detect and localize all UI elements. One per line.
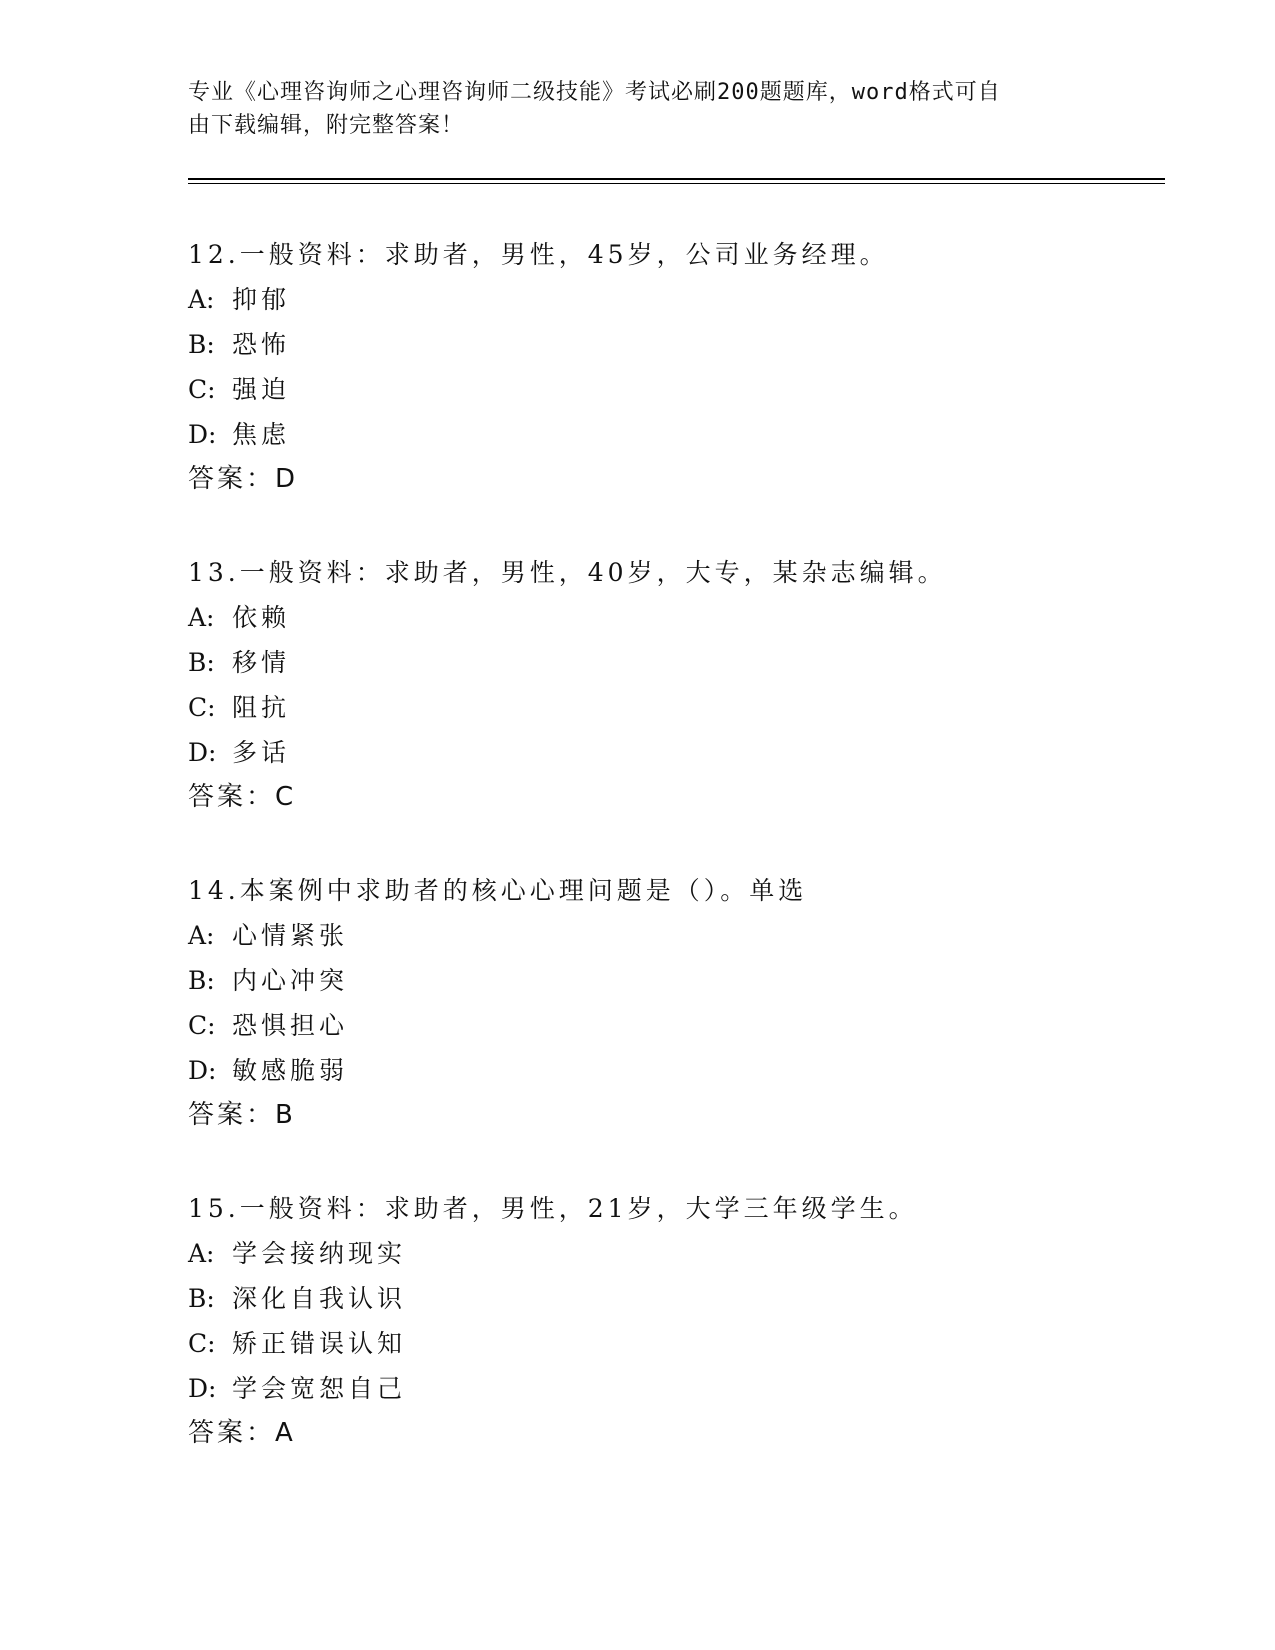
option-a bbox=[188, 1231, 1168, 1276]
option-letter: A: bbox=[188, 603, 215, 632]
option-text: 焦虑 bbox=[232, 420, 291, 449]
option-letter: D: bbox=[188, 738, 217, 767]
option-a bbox=[188, 277, 1168, 322]
option-letter: C: bbox=[188, 693, 216, 722]
option-b bbox=[188, 322, 1168, 367]
option-text: 学会接纳现实 bbox=[232, 1239, 407, 1268]
answer: 答案：C bbox=[188, 782, 297, 812]
option-d bbox=[188, 1048, 1168, 1093]
option-text: 心情紧张 bbox=[232, 921, 349, 950]
option-letter: D: bbox=[188, 1374, 217, 1403]
option-letter: A: bbox=[188, 1239, 215, 1268]
header-line-2: 由下载编辑，附完整答案！ bbox=[188, 113, 465, 138]
option-letter: A: bbox=[188, 285, 215, 314]
option-letter: B: bbox=[188, 330, 215, 359]
question-stem: 12.一般资料：求助者，男性，45岁，公司业务经理。 bbox=[188, 240, 889, 269]
option-letter: C: bbox=[188, 375, 216, 404]
option-a bbox=[188, 595, 1168, 640]
question-14 bbox=[188, 868, 1168, 1138]
option-text: 深化自我认识 bbox=[232, 1284, 407, 1313]
option-text: 恐怖 bbox=[232, 330, 291, 359]
option-text: 阻抗 bbox=[232, 693, 291, 722]
option-b bbox=[188, 1276, 1168, 1321]
option-text: 学会宽恕自己 bbox=[232, 1374, 407, 1403]
option-c bbox=[188, 1321, 1168, 1366]
option-c bbox=[188, 367, 1168, 412]
option-text: 内心冲突 bbox=[232, 966, 349, 995]
option-d bbox=[188, 1366, 1168, 1411]
question-15 bbox=[188, 1186, 1168, 1456]
option-text: 依赖 bbox=[232, 603, 291, 632]
question-12 bbox=[188, 232, 1168, 502]
answer: 答案：A bbox=[188, 1418, 296, 1448]
option-letter: D: bbox=[188, 420, 217, 449]
header-line-1: 专业《心理咨询师之心理咨询师二级技能》考试必刷200题题库，word格式可自 bbox=[188, 80, 1001, 105]
option-c bbox=[188, 1003, 1168, 1048]
option-text: 矫正错误认知 bbox=[232, 1329, 407, 1358]
option-text: 抑郁 bbox=[232, 285, 291, 314]
option-letter: B: bbox=[188, 966, 215, 995]
question-stem: 13.一般资料：求助者，男性，40岁，大专，某杂志编辑。 bbox=[188, 558, 947, 587]
option-letter: A: bbox=[188, 921, 215, 950]
option-d bbox=[188, 412, 1168, 457]
option-a bbox=[188, 913, 1168, 958]
option-d bbox=[188, 730, 1168, 775]
option-letter: D: bbox=[188, 1056, 217, 1085]
option-b bbox=[188, 958, 1168, 1003]
header-divider-thick bbox=[188, 178, 1165, 180]
answer: 答案：B bbox=[188, 1100, 296, 1130]
header-divider-thin bbox=[188, 183, 1165, 184]
question-stem: 15.一般资料：求助者，男性，21岁，大学三年级学生。 bbox=[188, 1194, 918, 1223]
question-13 bbox=[188, 550, 1168, 820]
option-text: 恐惧担心 bbox=[232, 1011, 349, 1040]
option-c bbox=[188, 685, 1168, 730]
option-letter: B: bbox=[188, 1284, 215, 1313]
answer: 答案：D bbox=[188, 464, 299, 494]
option-letter: C: bbox=[188, 1011, 216, 1040]
question-stem: 14.本案例中求助者的核心心理问题是（）。单选 bbox=[188, 876, 808, 905]
option-text: 强迫 bbox=[232, 375, 291, 404]
option-b bbox=[188, 640, 1168, 685]
option-letter: C: bbox=[188, 1329, 216, 1358]
option-letter: B: bbox=[188, 648, 215, 677]
option-text: 多话 bbox=[232, 738, 291, 767]
document-header bbox=[188, 76, 1088, 142]
option-text: 敏感脆弱 bbox=[232, 1056, 349, 1085]
option-text: 移情 bbox=[232, 648, 291, 677]
